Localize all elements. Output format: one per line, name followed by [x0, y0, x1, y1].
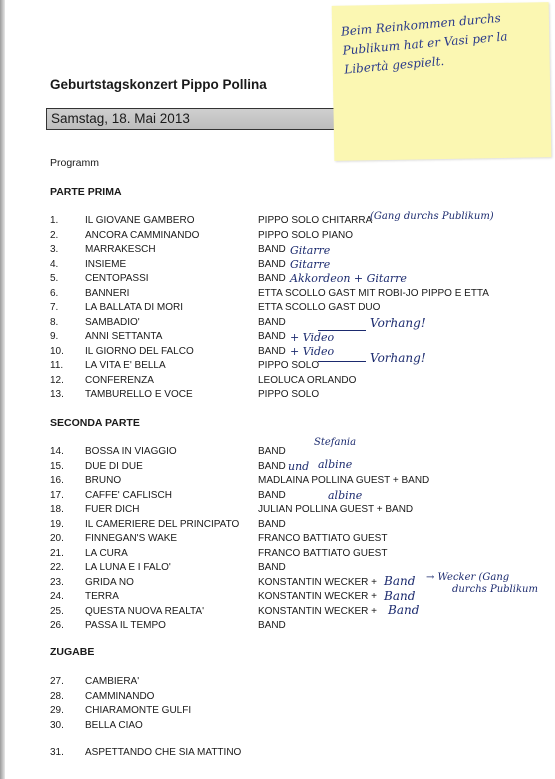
program-row [50, 606, 490, 620]
song-title: ANCORA CAMMINANDO [85, 229, 200, 241]
song-title: ANNI SETTANTA [85, 331, 163, 342]
performer: PIPPO SOLO CHITARRA [258, 215, 373, 226]
program-row [50, 519, 490, 533]
concert-title: Geburtstagskonzert Pippo Pollina [50, 77, 267, 92]
row-number: 29. [50, 705, 64, 716]
row-number: 6. [50, 287, 59, 299]
handwriting-note: Gitarre [290, 258, 331, 271]
sticky-note-text: Beim Reinkommen durchs Publikum hat er Vasi per la Libertà gespielt. [340, 10, 509, 77]
row-number: 2. [50, 229, 59, 241]
song-title: FUER DICH [85, 504, 140, 515]
song-title: CAMMINANDO [85, 690, 155, 702]
row-number: 11. [50, 360, 64, 371]
program-row [50, 720, 490, 734]
row-number: 3. [50, 244, 59, 255]
song-title: CHIARAMONTE GULFI [85, 705, 192, 716]
row-number: 27. [50, 676, 64, 687]
song-title: BELLA CIAO [85, 719, 143, 731]
song-title: SAMBADIO' [85, 316, 140, 328]
section-heading: ZUGABE [50, 646, 95, 658]
handwriting-note: Gitarre [290, 244, 331, 257]
handwriting-note: (Gang durchs Publikum) [370, 211, 494, 222]
program-row [50, 591, 490, 605]
row-number: 5. [50, 273, 59, 284]
row-number: 13. [50, 389, 64, 400]
concert-date: Samstag, 18. Mai 2013 [51, 111, 190, 126]
song-title: CAFFE' CAFLISCH [85, 489, 172, 501]
song-title: IL CAMERIERE DEL PRINCIPATO [85, 518, 240, 530]
song-title: QUESTA NUOVA REALTA' [85, 605, 204, 617]
performer: BAND [258, 562, 286, 573]
program-row [50, 475, 490, 489]
row-number: 26. [50, 620, 64, 631]
program-row [50, 747, 490, 761]
program-row [50, 331, 490, 345]
program-row [50, 691, 490, 705]
performer: LEOLUCA ORLANDO [258, 374, 357, 386]
program-row [50, 504, 490, 518]
song-title: PASSA IL TEMPO [85, 620, 166, 631]
program-row [50, 620, 490, 634]
section-heading: SECONDA PARTE [50, 417, 140, 429]
song-title: INSIEME [85, 258, 127, 270]
song-title: LA LUNA E I FALO' [85, 562, 171, 573]
performer: BAND [258, 316, 286, 328]
row-number: 8. [50, 316, 59, 328]
handwriting-note: Vorhang! [370, 351, 426, 365]
song-title: FINNEGAN'S WAKE [85, 533, 178, 544]
date-bar [46, 108, 340, 130]
handwriting-note: + Video [290, 345, 335, 358]
performer: KONSTANTIN WECKER + [258, 591, 377, 602]
row-number: 7. [50, 302, 59, 313]
performer: KONSTANTIN WECKER + [258, 605, 377, 617]
handwriting-note: Band [384, 574, 416, 588]
sticky-note [332, 2, 552, 161]
handwriting-note: und [288, 460, 310, 473]
row-number: 20. [50, 533, 64, 544]
song-title: MARRAKESCH [85, 244, 156, 255]
song-title: BOSSA IN VIAGGIO [85, 446, 177, 457]
performer: ETTA SCOLLO GAST DUO [258, 302, 381, 313]
program-row [50, 375, 490, 389]
program-row [50, 461, 490, 475]
performer: BAND [258, 489, 286, 501]
row-number: 17. [50, 489, 64, 501]
program-row [50, 230, 490, 244]
performer: FRANCO BATTIATO GUEST [258, 547, 388, 559]
program-label: Programm [50, 157, 100, 169]
row-number: 23. [50, 576, 64, 588]
program-row [50, 705, 490, 719]
handwriting-note: + Video [290, 331, 335, 344]
row-number: 1. [50, 215, 59, 226]
song-title: CAMBIERA' [85, 676, 140, 687]
program-row [50, 244, 490, 258]
song-title: CENTOPASSI [85, 273, 149, 284]
performer: FRANCO BATTIATO GUEST [258, 533, 388, 544]
song-title: TERRA [85, 591, 119, 602]
song-title: LA VITA E' BELLA [85, 360, 166, 371]
row-number: 30. [50, 719, 64, 731]
song-title: LA CURA [85, 547, 128, 559]
performer: JULIAN POLLINA GUEST + BAND [258, 504, 414, 515]
song-title: GRIDA NO [85, 576, 134, 588]
performer: BAND [258, 244, 286, 255]
row-number: 25. [50, 605, 64, 617]
performer: KONSTANTIN WECKER + [258, 576, 377, 588]
row-number: 21. [50, 547, 64, 559]
song-title: IL GIORNO DEL FALCO [85, 345, 194, 357]
row-number: 31. [50, 747, 64, 758]
handwriting-note: Akkordeon + Gitarre [290, 272, 407, 285]
song-title: CONFERENZA [85, 374, 154, 386]
handwriting-note: Band [388, 603, 420, 617]
song-title: BANNERI [85, 287, 130, 299]
row-number: 19. [50, 518, 64, 530]
song-title: DUE DI DUE [85, 460, 143, 472]
performer: BAND [258, 446, 286, 457]
row-number: 10. [50, 345, 64, 357]
handwriting-note: Stefania [314, 437, 357, 448]
row-number: 28. [50, 690, 64, 702]
performer: ETTA SCOLLO GAST MIT ROBI-JO PIPPO E ETTA [258, 287, 489, 299]
section-heading: PARTE PRIMA [50, 186, 122, 198]
handwriting-note: Band [384, 589, 416, 603]
program-row [50, 273, 490, 287]
row-number: 14. [50, 446, 64, 457]
performer: PIPPO SOLO PIANO [258, 229, 354, 241]
song-title: ASPETTANDO CHE SIA MATTINO [85, 747, 242, 758]
row-number: 15. [50, 460, 64, 472]
row-number: 12. [50, 374, 64, 386]
performer: BAND [258, 258, 286, 270]
program-row [50, 562, 490, 576]
performer: BAND [258, 460, 286, 472]
program-row [50, 446, 490, 460]
song-title: LA BALLATA DI MORI [85, 302, 183, 313]
song-title: IL GIOVANE GAMBERO [85, 215, 195, 226]
program-row [50, 533, 490, 547]
program-row [50, 548, 490, 562]
row-number: 18. [50, 504, 64, 515]
program-row [50, 288, 490, 302]
performer: BAND [258, 620, 286, 631]
performer: BAND [258, 331, 286, 342]
page-edge [0, 0, 5, 779]
handwriting-note: albine [318, 458, 353, 471]
program-row [50, 389, 490, 403]
handwriting-note: Vorhang! [370, 316, 426, 330]
row-number: 22. [50, 562, 64, 573]
performer: BAND [258, 518, 286, 530]
row-number: 24. [50, 591, 64, 602]
performer: MADLAINA POLLINA GUEST + BAND [258, 475, 430, 486]
performer: BAND [258, 345, 286, 357]
program-row [50, 490, 490, 504]
song-title: BRUNO [85, 475, 122, 486]
program-row [50, 259, 490, 273]
handwriting-line [318, 361, 366, 362]
handwriting-note: albine [328, 489, 363, 502]
performer: PIPPO SOLO [258, 389, 320, 400]
program-row [50, 676, 490, 690]
row-number: 16. [50, 475, 64, 486]
song-title: TAMBURELLO E VOCE [85, 389, 193, 400]
row-number: 9. [50, 331, 59, 342]
program-row [50, 302, 490, 316]
handwriting-note: → Wecker (Gang [426, 572, 510, 583]
row-number: 4. [50, 258, 59, 270]
performer: BAND [258, 273, 286, 284]
program-row [50, 577, 490, 591]
performer: PIPPO SOLO [258, 360, 320, 371]
handwriting-note: durchs Publikum [452, 584, 538, 595]
